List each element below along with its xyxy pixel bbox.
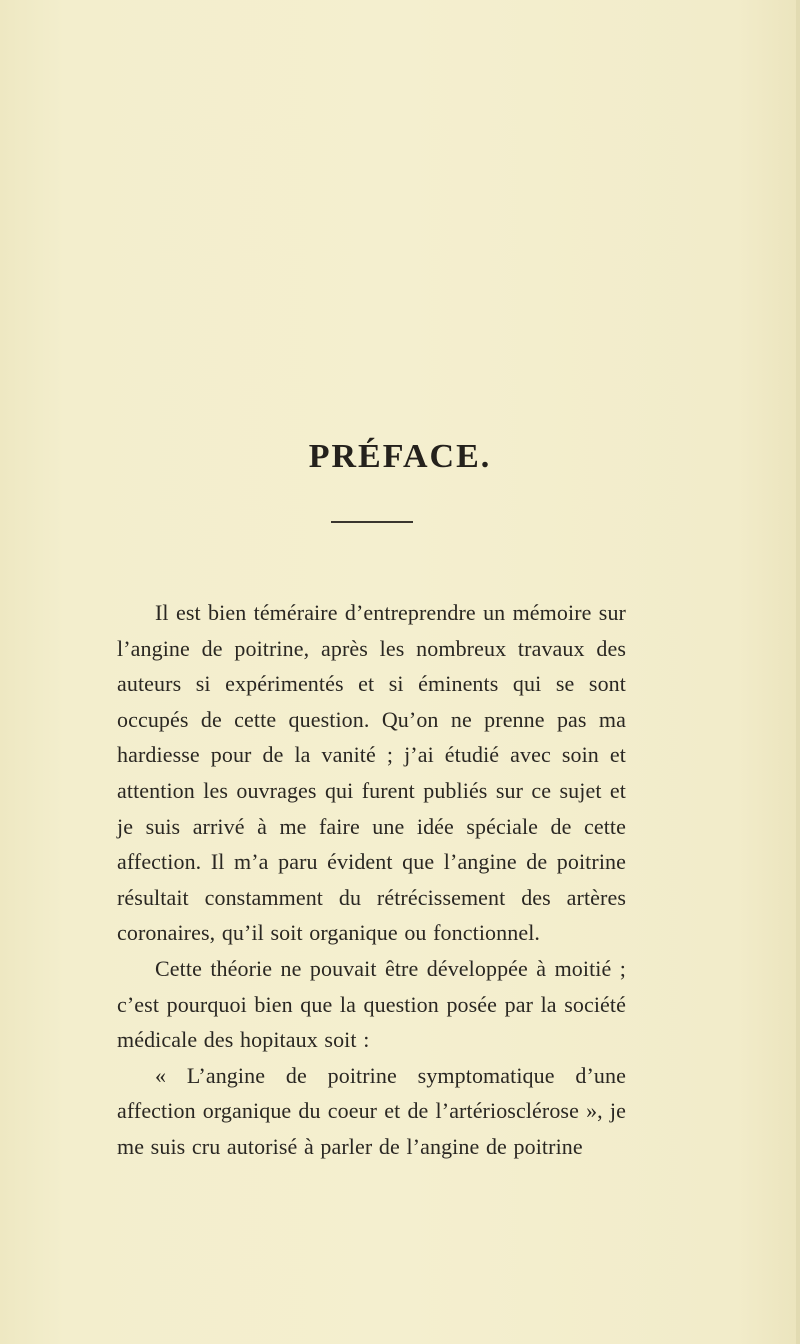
paragraph: « L’angine de poitrine symptomatique d’une affection organique du coeur et de l’artériosclérose », je me suis cru autorisé à parler de l’angine de poitrine xyxy=(117,1062,626,1159)
title-divider xyxy=(331,521,413,523)
paragraph: Il est bien téméraire d’entreprendre un mémoire sur l’angine de poitrine, après les nombreux travaux des auteurs si expérimentés et si éminents qui se sont occupés de cette question. Qu’on ne prenne pas ma hardiesse pour de la vanité ; j’ai étudié avec soin et attention les ouvrages qui furent publiés sur ce sujet et je suis arrivé à me faire une idée spéciale de cette affection. Il m’a paru évident que l’angine de poitrine résultait constamment du rétrécissement des artères coronaires, qu’il soit organique ou fonctionnel. xyxy=(117,600,626,946)
page-title: PRÉFACE. xyxy=(308,438,492,475)
page-edge xyxy=(796,0,800,1344)
body-text xyxy=(117,595,626,1165)
paragraph: Cette théorie ne pouvait être développée à moitié ; c’est pourquoi bien que la question posée par la société médicale des hopitaux soit : xyxy=(117,955,626,1053)
